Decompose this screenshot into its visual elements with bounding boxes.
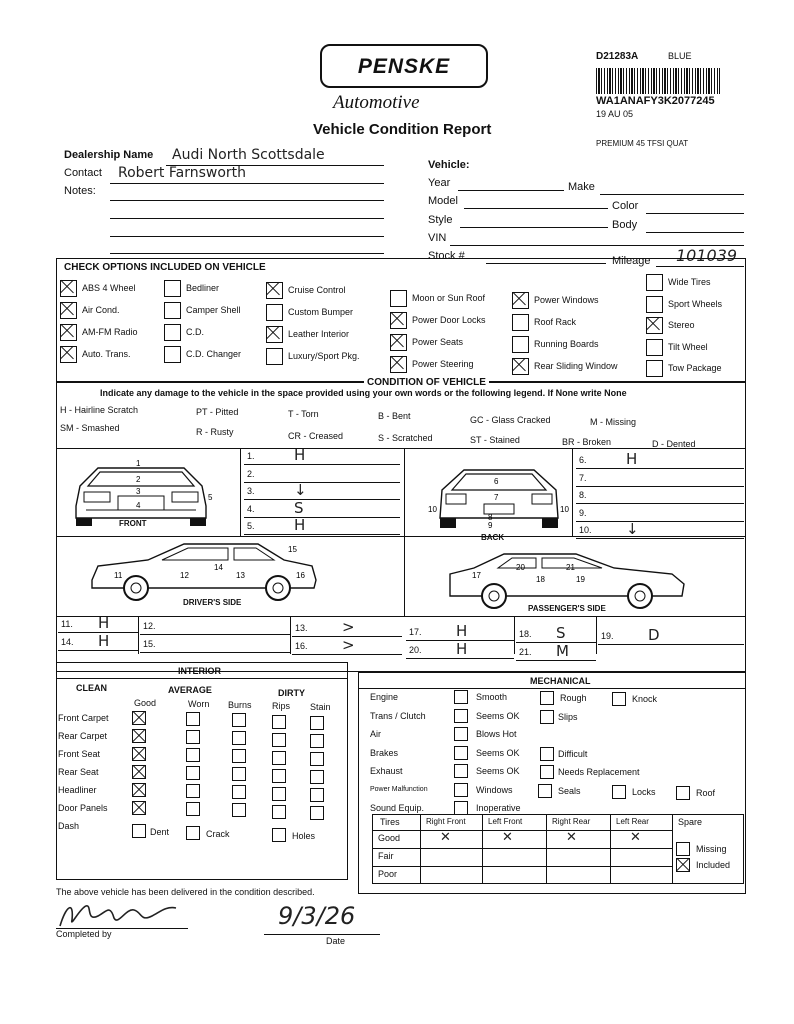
- barcode: [596, 68, 720, 94]
- option-label: ABS 4 Wheel: [82, 283, 136, 293]
- damage-entry[interactable]: [244, 498, 400, 518]
- svg-text:2: 2: [136, 475, 141, 484]
- mechanical-option-label: Difficult: [558, 748, 588, 759]
- svg-text:12: 12: [180, 571, 189, 580]
- legend-item: T - Torn: [288, 409, 319, 419]
- make-label: Make: [568, 181, 595, 193]
- damage-entry[interactable]: [576, 505, 744, 522]
- year-label: Year: [428, 177, 451, 189]
- mechanical-checkbox[interactable]: [454, 690, 468, 704]
- dirty-label: DIRTY: [278, 688, 305, 698]
- interior-row-label: Dash: [58, 821, 80, 831]
- option-checkbox[interactable]: [164, 346, 181, 363]
- mechanical-option-label: Locks: [632, 786, 656, 797]
- stock-code: D21283A: [596, 51, 639, 62]
- tire-good-check-icon[interactable]: ✕: [440, 830, 451, 845]
- vin-label: VIN: [428, 232, 447, 244]
- driver-side-caption: DRIVER'S SIDE: [183, 598, 242, 607]
- mechanical-checkbox[interactable]: [454, 801, 468, 815]
- damage-entry-number: 10.: [579, 525, 592, 536]
- damage-entry-number: 13.: [295, 623, 308, 633]
- option-checkbox[interactable]: [646, 317, 663, 334]
- damage-entry[interactable]: [576, 470, 744, 487]
- tire-good-check-icon[interactable]: ✕: [502, 830, 513, 845]
- svg-text:14: 14: [214, 563, 223, 572]
- interior-checkbox[interactable]: [272, 733, 286, 747]
- vin-code: WA1ANAFY3K2077245: [596, 95, 715, 107]
- option-label: C.D. Changer: [186, 349, 242, 359]
- dealer-name-label: Dealership Name: [64, 149, 154, 161]
- option-checkbox[interactable]: [512, 358, 529, 375]
- mechanical-option-label: Windows: [476, 784, 513, 795]
- damage-entry[interactable]: [576, 522, 744, 539]
- body-label: Body: [612, 219, 638, 231]
- model-label: Model: [428, 195, 458, 207]
- svg-text:4: 4: [136, 501, 141, 510]
- mechanical-option-label: Seems OK: [476, 747, 520, 758]
- mechanical-row-label: Exhaust: [370, 766, 403, 776]
- date-value: 9/3/26: [278, 902, 356, 930]
- interior-checkbox[interactable]: [132, 729, 146, 743]
- interior-row-label: Front Carpet: [58, 713, 109, 723]
- option-label: Power Door Locks: [412, 315, 486, 325]
- damage-entry[interactable]: [244, 466, 400, 483]
- svg-text:16: 16: [296, 571, 305, 580]
- svg-text:17: 17: [472, 571, 481, 580]
- interior-checkbox[interactable]: [232, 731, 246, 745]
- mechanical-checkbox[interactable]: [612, 692, 626, 706]
- option-label: Auto. Trans.: [82, 349, 131, 359]
- mechanical-row-label: Air: [370, 729, 381, 739]
- tires-row-label: Good: [378, 833, 401, 843]
- option-label: Roof Rack: [534, 317, 577, 327]
- option-checkbox[interactable]: [646, 274, 663, 291]
- option-label: C.D.: [186, 327, 204, 337]
- legend-item: D - Dented: [652, 439, 696, 449]
- option-checkbox[interactable]: [390, 356, 407, 373]
- damage-entry-number: 2.: [247, 468, 255, 479]
- damage-entry[interactable]: [244, 483, 400, 500]
- contact-label: Contact: [64, 167, 102, 179]
- dash-label: Dent: [150, 827, 170, 837]
- damage-entry-number: 7.: [579, 472, 587, 483]
- option-label: AM-FM Radio: [82, 327, 138, 337]
- damage-entry[interactable]: [140, 618, 290, 635]
- interior-checkbox[interactable]: [186, 766, 200, 780]
- option-checkbox[interactable]: [646, 360, 663, 377]
- interior-col-header: Burns: [228, 700, 252, 710]
- interior-row-label: Front Seat: [58, 749, 101, 759]
- interior-checkbox[interactable]: [310, 734, 324, 748]
- svg-text:8: 8: [488, 513, 493, 522]
- damage-entry-mark: D: [648, 626, 660, 644]
- mechanical-checkbox[interactable]: [454, 764, 468, 778]
- car-passenger-side-diagram: [444, 548, 690, 610]
- svg-text:1: 1: [136, 459, 141, 468]
- svg-text:11: 11: [114, 571, 123, 580]
- option-checkbox[interactable]: [164, 280, 181, 297]
- damage-entry-number: 18.: [519, 629, 532, 639]
- mechanical-heading: MECHANICAL: [530, 676, 591, 686]
- dash-checkbox[interactable]: [186, 826, 200, 840]
- mechanical-checkbox[interactable]: [612, 785, 626, 799]
- option-label: Tow Package: [668, 363, 722, 373]
- trim-label: PREMIUM 45 TFSI QUAT: [596, 139, 689, 148]
- logo-subtitle: Automotive: [333, 92, 420, 113]
- damage-entry-number: 1.: [247, 451, 255, 461]
- option-label: Stereo: [668, 320, 695, 330]
- option-checkbox[interactable]: [266, 326, 283, 343]
- damage-entry-mark: S: [556, 624, 566, 642]
- option-checkbox[interactable]: [164, 302, 181, 319]
- damage-entry-number: 11.: [61, 619, 73, 629]
- interior-checkbox[interactable]: [272, 805, 286, 819]
- color-code: BLUE: [668, 51, 692, 61]
- svg-text:15: 15: [288, 545, 297, 554]
- mechanical-row-label: Trans / Clutch: [370, 710, 426, 721]
- tires-col-header: Left Rear: [616, 817, 649, 826]
- option-checkbox[interactable]: [512, 292, 529, 309]
- interior-checkbox[interactable]: [186, 802, 200, 816]
- condition-instructions: Indicate any damage to the vehicle in the space provided using your own words or the following legend. If None write None: [100, 388, 627, 398]
- style-label: Style: [428, 214, 453, 226]
- tires-col-header: Right Front: [426, 817, 466, 826]
- damage-entry-number: 20.: [409, 645, 422, 655]
- penske-logo: [320, 44, 488, 88]
- interior-heading: INTERIOR: [178, 666, 222, 676]
- mechanical-checkbox[interactable]: [676, 786, 690, 800]
- options-heading: CHECK OPTIONS INCLUDED ON VEHICLE: [64, 262, 266, 273]
- interior-checkbox[interactable]: [232, 785, 246, 799]
- option-label: Custom Bumper: [288, 307, 354, 317]
- damage-entry[interactable]: [244, 518, 400, 535]
- option-label: Sport Wheels: [668, 298, 723, 309]
- tire-good-check-icon[interactable]: ✕: [630, 830, 641, 845]
- option-checkbox[interactable]: [512, 314, 529, 331]
- legend-item: H - Hairline Scratch: [60, 405, 139, 415]
- interior-checkbox[interactable]: [272, 769, 286, 783]
- option-checkbox[interactable]: [266, 304, 283, 321]
- spare-option-label: Missing: [696, 844, 727, 854]
- legend-item: M - Missing: [590, 417, 637, 427]
- option-label: Rear Sliding Window: [534, 361, 618, 371]
- interior-row-label: Door Panels: [58, 803, 108, 813]
- tires-row-label: Fair: [378, 851, 394, 861]
- damage-entry-mark: M: [556, 642, 569, 660]
- damage-entry[interactable]: [58, 634, 138, 651]
- car-driver-side-diagram: [88, 540, 320, 602]
- vehicle-label: Vehicle:: [428, 159, 470, 171]
- svg-text:10: 10: [428, 505, 437, 514]
- interior-checkbox[interactable]: [272, 787, 286, 801]
- damage-entry[interactable]: [576, 487, 744, 504]
- interior-col-header: Worn: [188, 699, 210, 709]
- damage-entry[interactable]: [406, 642, 514, 659]
- interior-checkbox[interactable]: [132, 747, 146, 761]
- interior-checkbox[interactable]: [186, 784, 200, 798]
- option-checkbox[interactable]: [390, 290, 407, 307]
- legend-item: R - Rusty: [196, 427, 234, 437]
- mileage-value: 101039: [676, 246, 738, 265]
- dash-checkbox[interactable]: [132, 824, 146, 838]
- option-label: Power Seats: [412, 337, 464, 347]
- tires-row-label: Poor: [378, 869, 398, 879]
- option-checkbox[interactable]: [646, 296, 663, 313]
- mechanical-option-label: Rough: [560, 693, 587, 703]
- mechanical-checkbox[interactable]: [454, 746, 468, 760]
- mechanical-option-label: Blows Hot: [476, 729, 517, 739]
- mechanical-option-label: Roof: [696, 787, 716, 798]
- delivered-statement: The above vehicle has been delivered in the condition described.: [56, 887, 315, 897]
- interior-checkbox[interactable]: [232, 713, 246, 727]
- option-label: Tilt Wheel: [668, 341, 708, 352]
- damage-entry-mark: ↓: [626, 520, 639, 539]
- damage-entry[interactable]: [244, 448, 400, 465]
- mechanical-row-label: Brakes: [370, 747, 399, 758]
- option-label: Luxury/Sport Pkg.: [288, 351, 360, 361]
- damage-entry[interactable]: [516, 644, 596, 661]
- option-checkbox[interactable]: [512, 336, 529, 353]
- mechanical-checkbox[interactable]: [538, 784, 552, 798]
- option-checkbox[interactable]: [60, 324, 77, 341]
- tire-good-check-icon[interactable]: ✕: [566, 830, 577, 845]
- mechanical-row-label: Engine: [370, 692, 399, 702]
- legend-item: B - Bent: [378, 411, 411, 421]
- spare-option-label: Included: [696, 860, 731, 870]
- completed-by-label: Completed by: [56, 929, 112, 939]
- damage-entry-mark: H: [456, 640, 468, 658]
- mechanical-option-label: Needs Replacement: [558, 767, 640, 777]
- mechanical-checkbox[interactable]: [540, 710, 554, 724]
- damage-entry[interactable]: [292, 638, 402, 655]
- interior-checkbox[interactable]: [186, 712, 200, 726]
- interior-col-header: Rips: [272, 701, 291, 711]
- interior-checkbox[interactable]: [186, 748, 200, 762]
- option-label: Power Steering: [412, 359, 474, 369]
- tires-col-header: Tires: [380, 817, 400, 827]
- damage-entry[interactable]: [598, 628, 744, 645]
- mechanical-option-label: Seems OK: [476, 710, 520, 721]
- dealer-name-value: Audi North Scottsdale: [172, 147, 325, 163]
- legend-item: ST - Stained: [470, 435, 520, 445]
- interior-checkbox[interactable]: [232, 767, 246, 781]
- damage-entry-mark: >: [342, 636, 355, 654]
- option-label: Moon or Sun Roof: [412, 293, 486, 303]
- option-label: Power Windows: [534, 295, 599, 305]
- svg-text:19: 19: [576, 575, 585, 584]
- interior-checkbox[interactable]: [310, 716, 324, 730]
- damage-entry[interactable]: [576, 452, 744, 469]
- mechanical-option-label: Knock: [632, 694, 658, 704]
- logo-name: PENSKE: [357, 55, 451, 78]
- option-label: Running Boards: [534, 339, 599, 349]
- interior-row-label: Rear Seat: [58, 767, 99, 777]
- option-checkbox[interactable]: [60, 302, 77, 319]
- mechanical-checkbox[interactable]: [454, 709, 468, 723]
- damage-entry-mark: ↓: [294, 481, 307, 500]
- dash-checkbox[interactable]: [272, 828, 286, 842]
- legend-item: CR - Creased: [288, 431, 344, 441]
- front-caption: FRONT: [119, 519, 147, 528]
- option-label: Cruise Control: [288, 285, 346, 295]
- damage-entry-number: 3.: [247, 486, 255, 497]
- damage-entry[interactable]: [140, 636, 290, 653]
- damage-entry-number: 14.: [61, 637, 74, 647]
- svg-text:7: 7: [494, 493, 499, 502]
- damage-entry-number: 12.: [143, 621, 156, 631]
- signature: [56, 896, 186, 932]
- interior-checkbox[interactable]: [132, 801, 146, 815]
- mechanical-checkbox[interactable]: [540, 765, 554, 779]
- option-checkbox[interactable]: [266, 348, 283, 365]
- legend-item: GC - Glass Cracked: [470, 415, 551, 425]
- interior-col-header: Good: [134, 698, 157, 708]
- interior-checkbox[interactable]: [232, 803, 246, 817]
- interior-checkbox[interactable]: [132, 783, 146, 797]
- damage-entry-mark: >: [342, 618, 355, 636]
- option-label: Wide Tires: [668, 277, 711, 287]
- damage-entry-mark: H: [98, 614, 110, 632]
- damage-entry-mark: S: [294, 498, 304, 517]
- dash-label: Holes: [292, 831, 316, 841]
- interior-checkbox[interactable]: [132, 711, 146, 725]
- mechanical-row-label: Sound Equip.: [370, 803, 425, 813]
- interior-checkbox[interactable]: [272, 715, 286, 729]
- date-label: Date: [326, 936, 346, 946]
- svg-text:13: 13: [236, 571, 245, 580]
- option-checkbox[interactable]: [266, 282, 283, 299]
- mechanical-checkbox[interactable]: [540, 691, 554, 705]
- svg-text:9: 9: [488, 521, 493, 530]
- svg-text:21: 21: [566, 563, 575, 572]
- svg-text:3: 3: [136, 487, 141, 496]
- svg-text:20: 20: [516, 563, 525, 572]
- mechanical-checkbox[interactable]: [540, 747, 554, 761]
- interior-checkbox[interactable]: [310, 752, 324, 766]
- option-label: Air Cond.: [82, 305, 120, 315]
- damage-entry-mark: H: [294, 446, 306, 464]
- mechanical-option-label: Seals: [558, 785, 581, 796]
- interior-row-label: Headliner: [58, 785, 97, 795]
- damage-entry-mark: H: [456, 622, 468, 640]
- option-checkbox[interactable]: [646, 339, 663, 356]
- back-caption: BACK: [481, 533, 505, 542]
- damage-entry-number: 5.: [247, 521, 255, 532]
- mechanical-option-label: Smooth: [476, 692, 508, 702]
- mechanical-row-label: Power Malfunction: [370, 785, 428, 793]
- mechanical-option-label: Inoperative: [476, 803, 521, 813]
- damage-entry-number: 16.: [295, 641, 308, 651]
- contact-value: Robert Farnsworth: [118, 165, 247, 181]
- interior-row-label: Rear Carpet: [58, 731, 108, 741]
- mechanical-checkbox[interactable]: [454, 727, 468, 741]
- svg-text:6: 6: [494, 477, 499, 486]
- tires-col-header: Spare: [678, 817, 703, 827]
- clean-label: CLEAN: [76, 683, 107, 693]
- damage-entry[interactable]: [516, 626, 596, 643]
- condition-heading: CONDITION OF VEHICLE: [364, 378, 489, 388]
- option-checkbox[interactable]: [60, 346, 77, 363]
- legend-item: BR - Broken: [562, 437, 612, 447]
- svg-text:18: 18: [536, 575, 545, 584]
- damage-entry-number: 4.: [247, 503, 255, 514]
- interior-checkbox[interactable]: [310, 806, 324, 820]
- interior-checkbox[interactable]: [232, 749, 246, 763]
- damage-entry[interactable]: [292, 620, 402, 637]
- mileage-label: Mileage: [612, 255, 651, 267]
- damage-entry[interactable]: [406, 624, 514, 641]
- tires-col-header: Left Front: [488, 817, 523, 826]
- car-back-diagram: [424, 462, 574, 534]
- damage-entry-number: 17.: [409, 627, 422, 637]
- legend-item: S - Scratched: [378, 433, 433, 443]
- damage-entry-number: 19.: [601, 631, 614, 641]
- legend-item: SM - Smashed: [60, 423, 120, 433]
- option-checkbox[interactable]: [390, 312, 407, 329]
- option-label: Leather Interior: [288, 329, 350, 339]
- damage-entry-number: 21.: [519, 647, 532, 657]
- spare-checkbox[interactable]: [676, 858, 690, 872]
- svg-text:5: 5: [208, 493, 213, 502]
- damage-entry-number: 15.: [143, 639, 156, 649]
- damage-entry-mark: H: [294, 516, 306, 535]
- passenger-side-caption: PASSENGER'S SIDE: [528, 604, 606, 613]
- damage-entry-mark: H: [98, 632, 110, 650]
- stock-label: Stock #: [428, 250, 465, 262]
- damage-entry-number: 9.: [579, 507, 587, 518]
- interior-checkbox[interactable]: [310, 788, 324, 802]
- damage-entry-number: 8.: [579, 490, 587, 501]
- interior-checkbox[interactable]: [186, 730, 200, 744]
- legend-item: PT - Pitted: [196, 407, 239, 417]
- interior-checkbox[interactable]: [132, 765, 146, 779]
- tires-col-header: Right Rear: [552, 817, 591, 826]
- spare-checkbox[interactable]: [676, 842, 690, 856]
- code-line: 19 AU 05: [596, 109, 634, 119]
- option-checkbox[interactable]: [60, 280, 77, 297]
- dash-label: Crack: [206, 829, 230, 839]
- page-title: Vehicle Condition Report: [313, 121, 492, 138]
- damage-entry[interactable]: [58, 616, 138, 633]
- color-label: Color: [612, 200, 639, 212]
- notes-label: Notes:: [64, 185, 96, 197]
- damage-entry-number: 6.: [579, 455, 587, 465]
- interior-checkbox[interactable]: [272, 751, 286, 765]
- mechanical-option-label: Slips: [558, 711, 578, 722]
- mechanical-checkbox[interactable]: [454, 783, 468, 797]
- interior-col-header: Stain: [310, 702, 331, 712]
- option-label: Camper Shell: [186, 305, 241, 315]
- average-label: AVERAGE: [168, 685, 212, 695]
- interior-checkbox[interactable]: [310, 770, 324, 784]
- option-checkbox[interactable]: [390, 334, 407, 351]
- option-label: Bedliner: [186, 283, 220, 293]
- mechanical-option-label: Seems OK: [476, 766, 520, 776]
- damage-entry-mark: H: [626, 450, 638, 468]
- svg-text:10: 10: [560, 505, 569, 514]
- option-checkbox[interactable]: [164, 324, 181, 341]
